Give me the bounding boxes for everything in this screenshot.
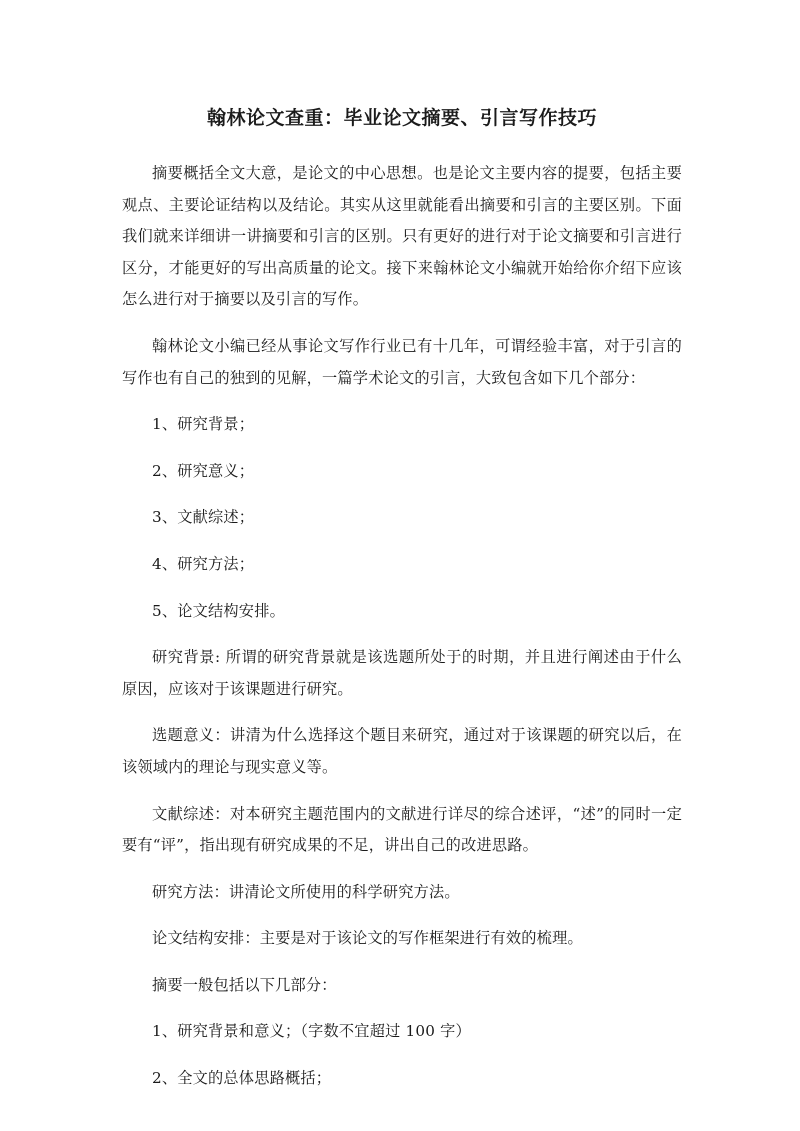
intro-part-item: 3、文献综述； — [152, 508, 255, 527]
explanation-topic-significance: 选题意义：讲清为什么选择这个题目来研究，通过对于该课题的研究以后，在该领域内的理论与现实意义等。 — [122, 726, 682, 776]
explanation-literature-review: 文献综述：对本研究主题范围内的文献进行详尽的综合述评，“述”的同时一定要有“评”，指出现有研究成果的不足，讲出自己的改进思路。 — [122, 804, 682, 855]
explanation-structure: 论文结构安排：主要是对于该论文的写作框架进行有效的梳理。 — [152, 929, 583, 948]
abstract-parts-intro: 摘要一般包括以下几部分： — [152, 975, 337, 994]
document-title: 翰林论文查重：毕业论文摘要、引言写作技巧 — [206, 107, 597, 129]
paragraph-introduction-parts: 翰林论文小编已经从事论文写作行业已有十几年，可谓经验丰富，对于引言的写作也有自己的独到的见解，一篇学术论文的引言，大致包含如下几个部分： — [122, 336, 682, 387]
intro-part-item: 5、论文结构安排。 — [152, 601, 285, 620]
intro-part-item: 1、研究背景； — [152, 415, 255, 434]
intro-part-item: 4、研究方法； — [152, 554, 255, 573]
abstract-part-item: 2、全文的总体思路概括； — [152, 1069, 332, 1088]
paragraph-abstract-overview: 摘要概括全文大意，是论文的中心思想。也是论文主要内容的提要，包括主要观点、主要论证结构以及结论。其实从这里就能看出摘要和引言的主要区别。下面我们就来详细讲一讲摘要和引言的区别。只有更好的进行对于论文摘要和引言进行区分，才能更好的写出高质量的论文。接下来翰林论文小编就开始给你介绍下应该怎么进行对于摘要以及引言的写作。 — [122, 164, 682, 309]
explanation-research-method: 研究方法：讲清论文所使用的科学研究方法。 — [152, 882, 460, 901]
explanation-research-background: 研究背景: 所谓的研究背景就是该选题所处于的时期，并且进行阐述由于什么原因，应该对于该课题进行研究。 — [122, 648, 682, 698]
abstract-part-item: 1、研究背景和意义；（字数不宜超过 100 字） — [152, 1022, 471, 1041]
intro-part-item: 2、研究意义； — [152, 461, 255, 480]
